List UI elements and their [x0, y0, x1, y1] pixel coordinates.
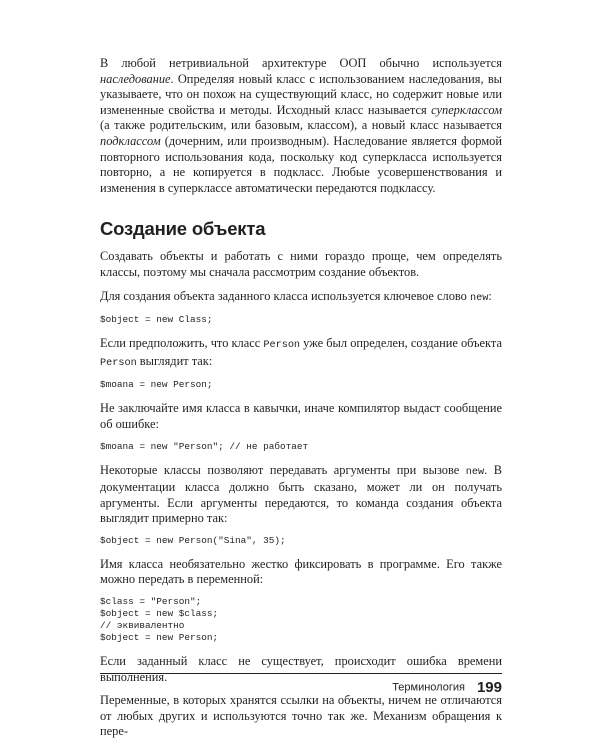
term-subclass: подклассом: [100, 133, 161, 148]
term-superclass: суперклассом: [431, 102, 502, 117]
text-run: выглядит так:: [136, 353, 213, 368]
section-heading: Создание объекта: [100, 218, 266, 240]
text-run: :: [488, 288, 492, 303]
paragraph-object-variables: Переменные, в которых хранятся ссылки на объекты, ничем не отличаются от любых других и используются точно так же. Механизм обращения к пере-: [100, 693, 502, 739]
inline-code: new: [469, 292, 489, 304]
text-run: Для создания объекта заданного класса используется ключевое слово: [100, 288, 470, 303]
text-run: (а также родительским, или базовым, классом), а новый класс называется: [100, 118, 502, 133]
paragraph-intro: Создавать объекты и работать с ними гораздо проще, чем определять классы, поэтому мы сначала рассмотрим создание объектов.: [100, 249, 502, 279]
code-block-5: $class = "Person"; $object = new $class; // эквивалентно $object = new Person;: [100, 596, 219, 644]
inline-code: new: [465, 466, 485, 478]
running-head: Терминология: [392, 681, 465, 694]
code-block-1: $object = new Class;: [100, 314, 213, 326]
inline-code: Person: [263, 340, 301, 352]
paragraph-runtime-error: Если заданный класс не существует, происходит ошибка времени выполнения.: [100, 654, 502, 684]
code-block-2: $moana = new Person;: [100, 379, 213, 391]
page-number: 199: [476, 678, 502, 696]
text-run: . В документации класса должно быть сказано, может ли он получать аргументы. Если аргументы передаются, то команда создания объекта выглядит примерно так:: [100, 462, 502, 526]
paragraph-variable-class: Имя класса необязательно жестко фиксировать в программе. Его также можно передать в переменной:: [100, 556, 502, 587]
paragraph-new-keyword: [100, 289, 502, 307]
code-block-3: $moana = new "Person"; // не работает: [100, 440, 309, 452]
text-run: уже был определен, создание объекта: [300, 336, 502, 351]
page-footer: [100, 678, 502, 696]
page-body: [100, 56, 502, 748]
text-run: Если предположить, что класс: [100, 336, 264, 351]
term-inheritance: наследование: [100, 71, 171, 86]
text-run: . Определяя новый класс с использованием наследования, вы указываете, что он похож на существующий класс, но содержит новые или измененные свойства и методы. Исходный класс называется: [100, 71, 502, 117]
paragraph-arguments: [100, 463, 502, 527]
text-run: В любой нетривиальной архитектуре ООП обычно используется: [100, 56, 502, 70]
inline-code: Person: [100, 357, 137, 369]
paragraph-quotes-warning: Не заключайте имя класса в кавычки, иначе компилятор выдаст сообщение об ошибке:: [100, 401, 502, 431]
paragraph-inheritance: [100, 56, 502, 196]
text-run: (дочерним, или производным). Наследование является формой повторного использования кода, поскольку код суперкласса используется повторно, а не копируется в подкласс. Любые усовершенствования и изменения в суперклассе автоматически передаются подклассу.: [100, 133, 502, 195]
footer-rule: [100, 673, 502, 674]
text-run: Некоторые классы позволяют передавать аргументы при вызове: [100, 462, 466, 477]
paragraph-person: [100, 336, 502, 371]
code-block-4: $object = new Person("Sina", 35);: [100, 534, 286, 546]
